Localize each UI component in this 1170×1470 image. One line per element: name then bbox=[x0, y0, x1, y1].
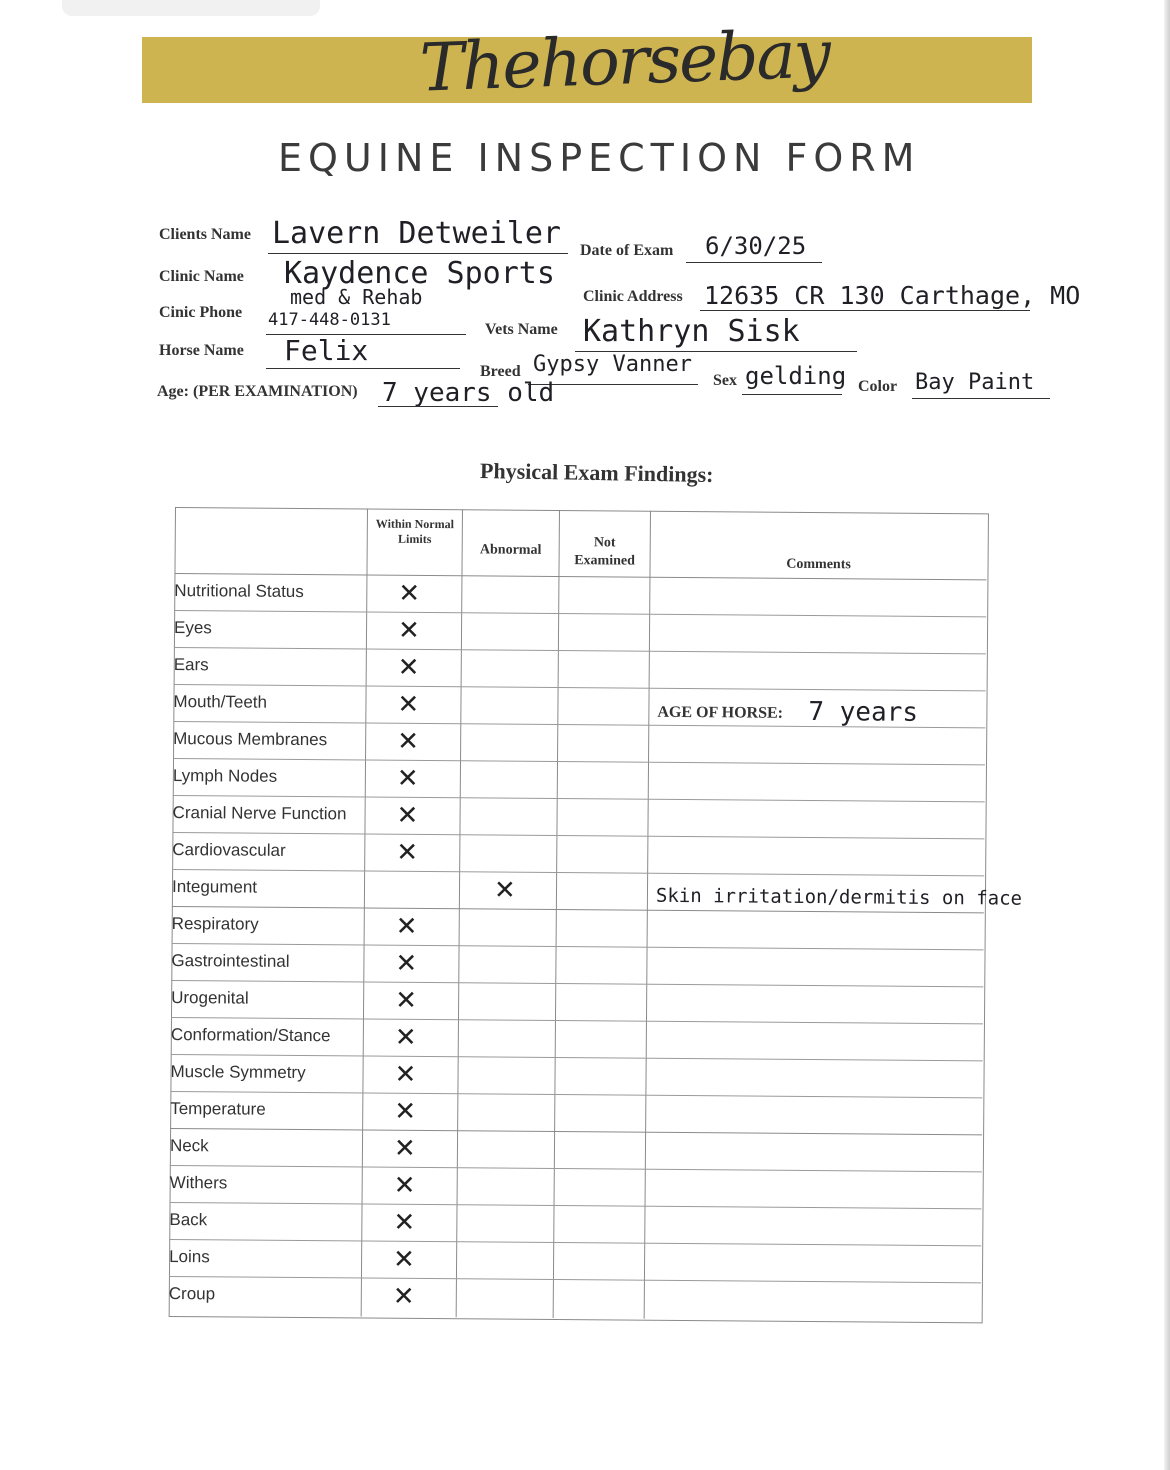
col-header-comments: Comments bbox=[786, 556, 851, 573]
check-mark-wnl: ✕ bbox=[396, 837, 419, 868]
row-label: Back bbox=[169, 1209, 208, 1230]
col-header-wnl: Within Normal Limits bbox=[375, 516, 454, 547]
clinic-name-value-line1: Kaydence Sports bbox=[284, 256, 555, 291]
vets-name-value: Kathryn Sisk bbox=[583, 314, 800, 349]
row-label: Cranial Nerve Function bbox=[172, 802, 347, 824]
check-mark-wnl: ✕ bbox=[393, 1207, 416, 1238]
date-of-exam-label: Date of Exam bbox=[580, 242, 674, 259]
check-mark-wnl: ✕ bbox=[396, 763, 419, 794]
check-mark-wnl: ✕ bbox=[397, 726, 420, 757]
row-label: Neck bbox=[169, 1135, 209, 1156]
table-border bbox=[169, 507, 989, 1323]
clinic-address-label: Clinic Address bbox=[583, 288, 683, 305]
comment-text: 7 years bbox=[808, 696, 919, 728]
breed-label: Breed bbox=[480, 363, 521, 380]
check-mark-wnl: ✕ bbox=[396, 800, 419, 831]
col-header-abnormal: Abnormal bbox=[479, 542, 542, 558]
check-mark-wnl: ✕ bbox=[395, 911, 418, 942]
row-label: Mouth/Teeth bbox=[173, 691, 268, 712]
color-value: Bay Paint bbox=[915, 370, 1035, 395]
check-mark-wnl: ✕ bbox=[397, 652, 420, 683]
check-mark-wnl: ✕ bbox=[394, 1059, 417, 1090]
brand-logo: Thehorsebay bbox=[418, 15, 831, 107]
check-mark-wnl: ✕ bbox=[393, 1133, 416, 1164]
findings-title: Physical Exam Findings: bbox=[479, 457, 714, 488]
clinic-phone-value: 417-448-0131 bbox=[268, 310, 391, 330]
vets-name-label: Vets Name bbox=[485, 321, 558, 338]
age-label: Age: (PER EXAMINATION) bbox=[157, 383, 358, 400]
paper-corner bbox=[62, 0, 320, 16]
client-name-value: Lavern Detweiler bbox=[272, 216, 561, 251]
row-label: Ears bbox=[173, 654, 209, 675]
page-edge-shadow bbox=[1164, 0, 1170, 1470]
horse-name-value: Felix bbox=[284, 334, 369, 367]
check-mark-wnl: ✕ bbox=[394, 1022, 417, 1053]
check-mark-wnl: ✕ bbox=[394, 1096, 417, 1127]
check-mark-wnl: ✕ bbox=[398, 578, 421, 609]
check-mark-wnl: ✕ bbox=[393, 1170, 416, 1201]
row-label: Gastrointestinal bbox=[171, 950, 290, 971]
row-label: Integument bbox=[171, 876, 258, 897]
clinic-name-label: Clinic Name bbox=[159, 268, 244, 285]
sex-value: gelding bbox=[745, 362, 847, 390]
client-name-label: Clients Name bbox=[159, 226, 251, 243]
form-title: EQUINE INSPECTION FORM bbox=[278, 136, 921, 180]
check-mark-wnl: ✕ bbox=[397, 689, 420, 720]
row-label: Croup bbox=[168, 1283, 216, 1304]
color-label: Color bbox=[858, 378, 898, 395]
check-mark-wnl: ✕ bbox=[392, 1281, 415, 1312]
clinic-name-value-line2: med & Rehab bbox=[290, 285, 423, 309]
row-label: Muscle Symmetry bbox=[170, 1061, 306, 1083]
client-name-line bbox=[268, 253, 568, 254]
age-value: 7 years old bbox=[382, 378, 555, 408]
clinic-address-line bbox=[700, 310, 1030, 311]
horse-name-label: Horse Name bbox=[159, 342, 244, 359]
date-of-exam-value: 6/30/25 bbox=[705, 232, 807, 260]
row-label: Eyes bbox=[173, 617, 212, 638]
row-label: Urogenital bbox=[171, 987, 249, 1008]
comment-label: AGE OF HORSE: bbox=[657, 703, 784, 722]
check-mark-wnl: ✕ bbox=[395, 985, 418, 1016]
row-label: Cardiovascular bbox=[172, 839, 286, 860]
sex-label: Sex bbox=[713, 372, 737, 389]
color-line bbox=[912, 398, 1050, 399]
breed-value: Gypsy Vanner bbox=[533, 352, 692, 377]
comment-text: Skin irritation/dermitis on face bbox=[655, 884, 1023, 910]
row-label: Conformation/Stance bbox=[170, 1024, 331, 1046]
row-label: Loins bbox=[169, 1246, 210, 1267]
check-mark-wnl: ✕ bbox=[397, 615, 420, 646]
row-label: Respiratory bbox=[171, 913, 259, 934]
check-mark-abnormal: ✕ bbox=[493, 875, 516, 906]
date-of-exam-line bbox=[686, 262, 822, 263]
clinic-phone-label: Cinic Phone bbox=[159, 304, 243, 321]
check-mark-wnl: ✕ bbox=[395, 948, 418, 979]
horse-name-line bbox=[266, 368, 460, 369]
check-mark-wnl: ✕ bbox=[392, 1244, 416, 1275]
row-label: Nutritional Status bbox=[174, 580, 304, 602]
sex-line bbox=[742, 394, 842, 395]
row-label: Withers bbox=[169, 1172, 228, 1193]
row-label: Mucous Membranes bbox=[173, 728, 328, 750]
col-header-not-examined: Not Examined bbox=[574, 535, 635, 569]
clinic-address-value: 12635 CR 130 Carthage, MO bbox=[704, 281, 1081, 310]
findings-table bbox=[168, 507, 1023, 1323]
row-label: Temperature bbox=[170, 1098, 266, 1119]
age-line bbox=[378, 406, 498, 407]
row-label: Lymph Nodes bbox=[172, 765, 278, 786]
